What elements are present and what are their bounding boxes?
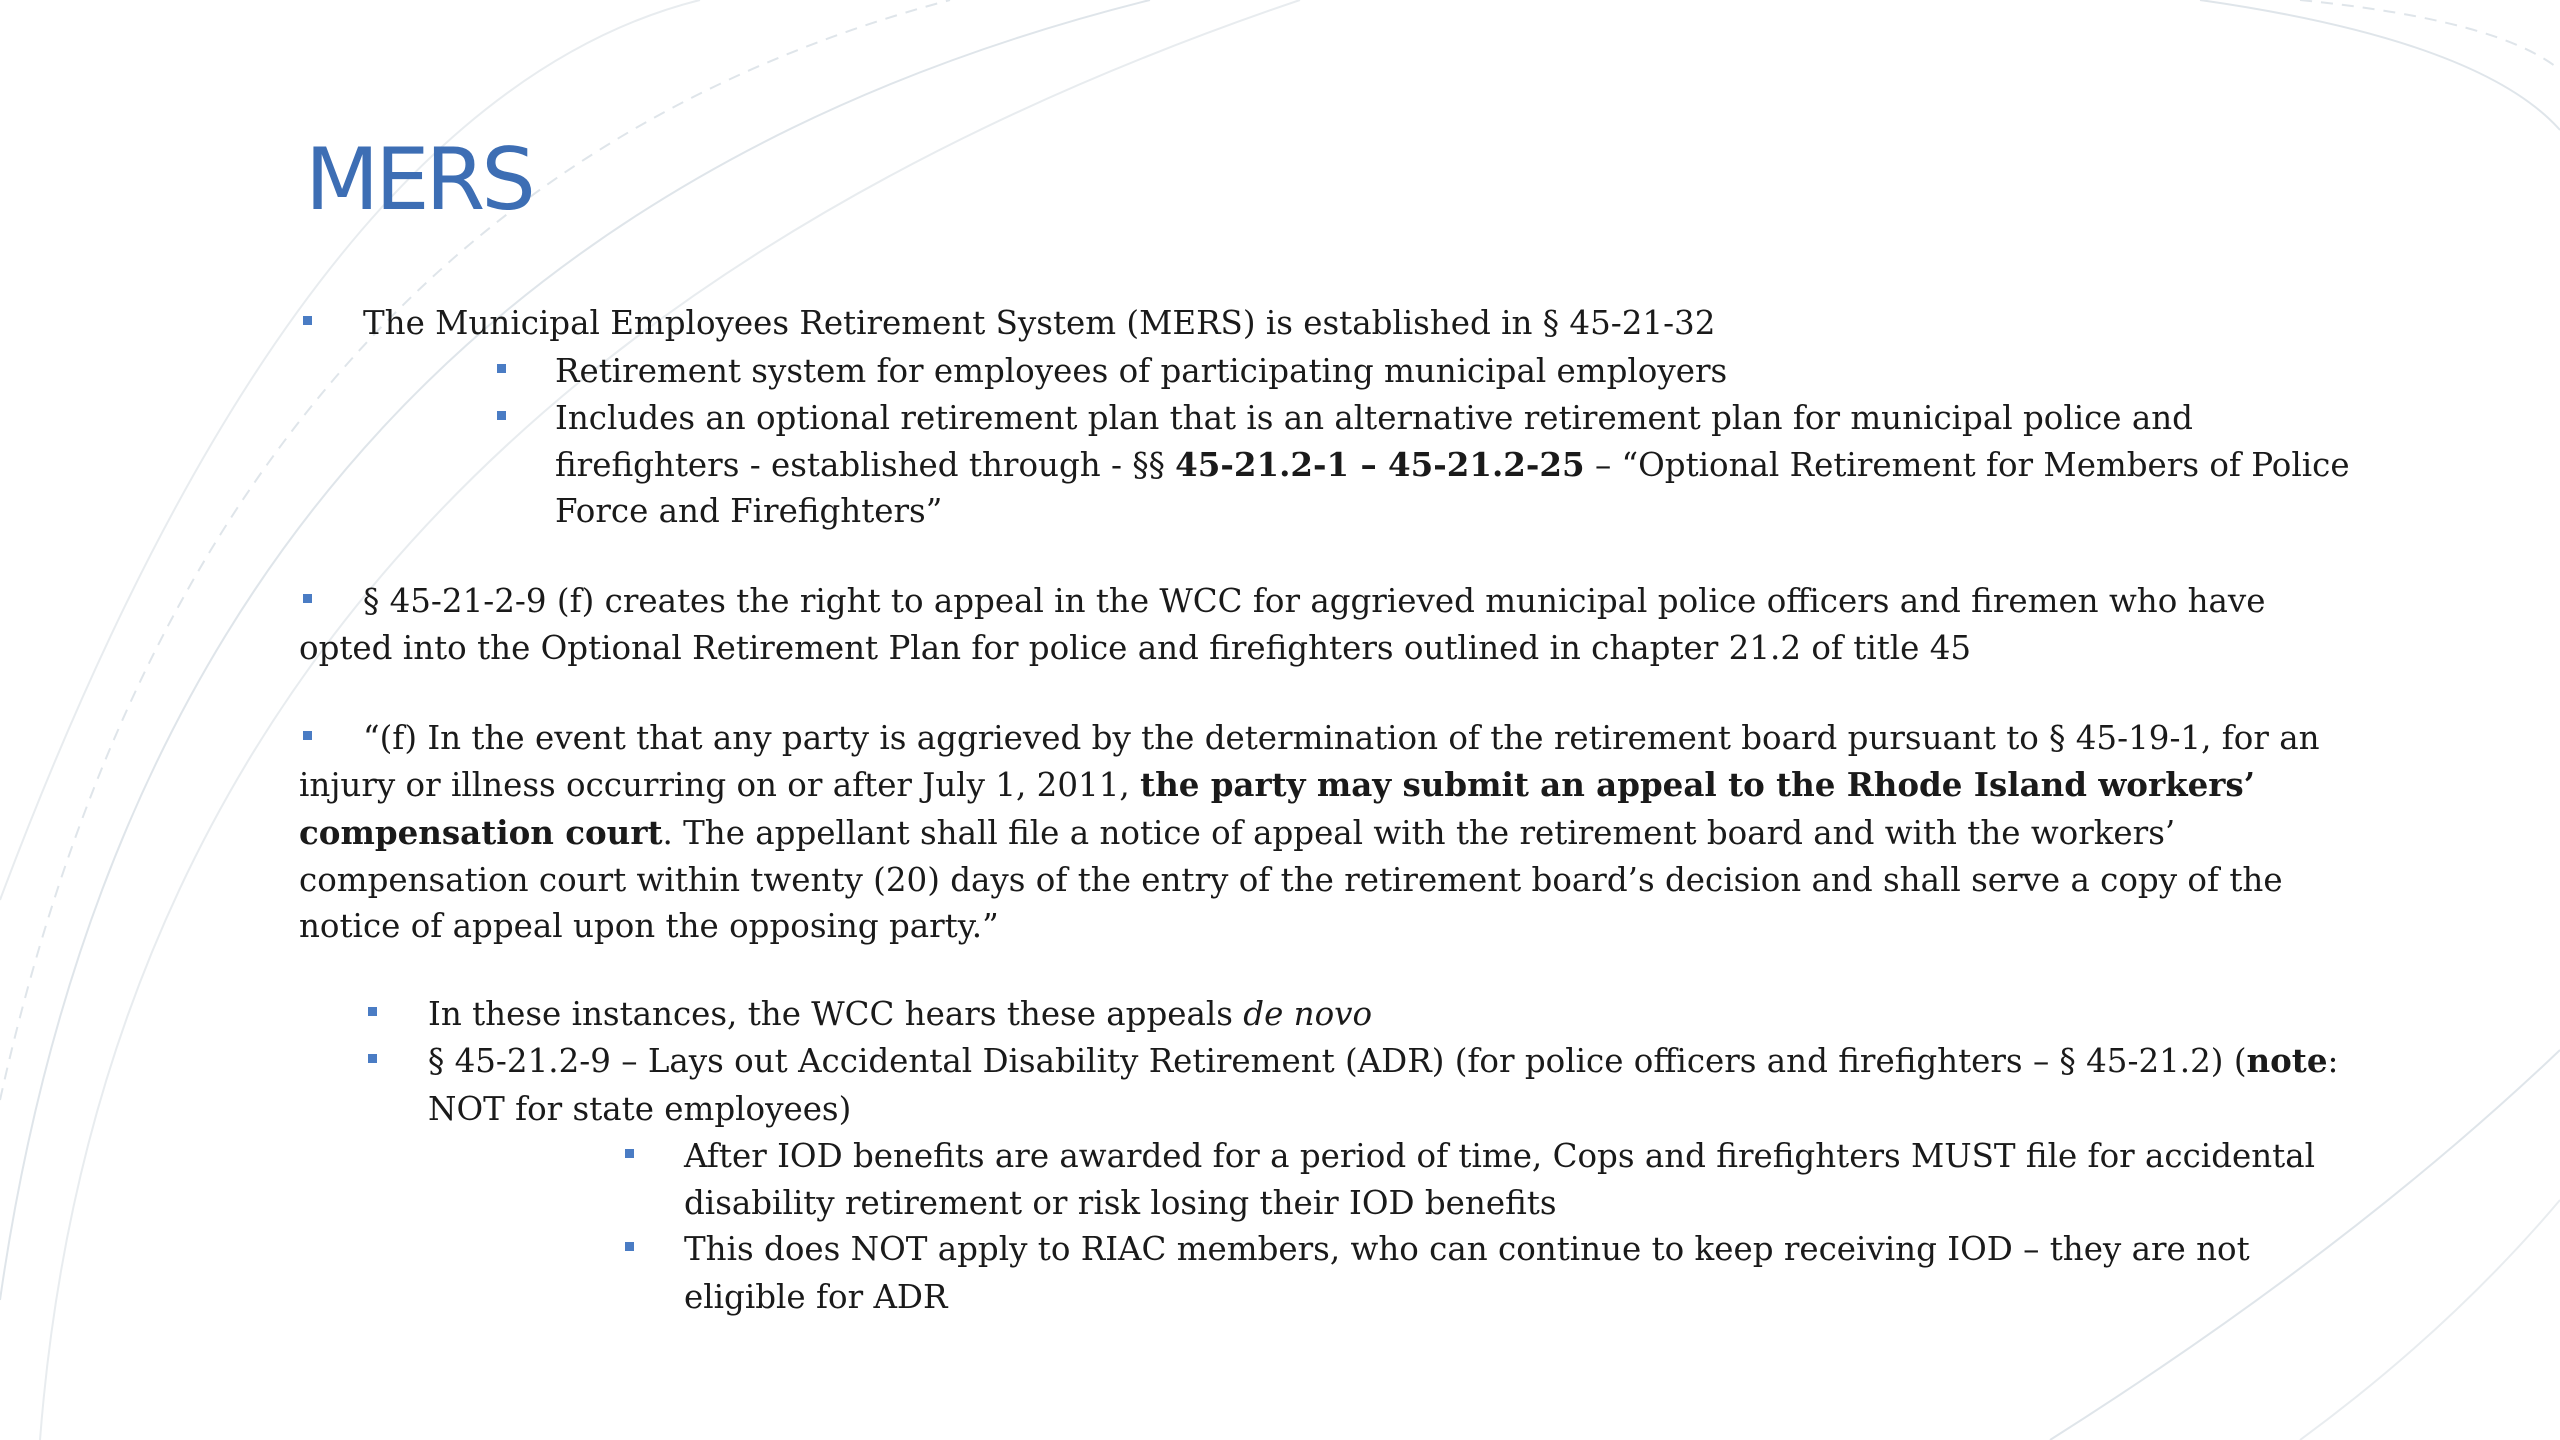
- text-run: :: [2327, 1042, 2339, 1080]
- bullet-3-line-4: compensation court within twenty (20) days of the entry of the retirement board’s decision and shall serve a copy of the: [299, 861, 2283, 899]
- bullet-2-line-2: opted into the Optional Retirement Plan for police and firefighters outlined in chapter 21.2 of title 45: [299, 629, 1972, 667]
- bullet-icon: [368, 1054, 377, 1063]
- bullet-icon: [625, 1149, 634, 1158]
- sub-bullet-1-text: Retirement system for employees of participating municipal employers: [555, 352, 1728, 390]
- sub-bullet-2-line-2: [555, 441, 2350, 489]
- sub-bullet-2-line-3: Force and Firefighters”: [555, 492, 943, 530]
- bullet-3-line-5: notice of appeal upon the opposing party.”: [299, 907, 999, 945]
- bullet-icon: [303, 594, 312, 603]
- text-run: firefighters - established through - §§: [555, 446, 1176, 484]
- bullet-3-line-2: [299, 761, 2255, 809]
- tertiary-bullet-1-line-1: After IOD benefits are awarded for a period of time, Cops and firefighters MUST file for accidental: [684, 1137, 2315, 1175]
- slide-title: MERS: [305, 130, 532, 230]
- text-run: – “Optional Retirement for Members of Police: [1584, 446, 2350, 484]
- bold-run: the party may submit an appeal to the Rhode Island workers’: [1140, 765, 2256, 804]
- arc-line: [2300, 1200, 2560, 1440]
- text-run: In these instances, the WCC hears these appeals: [428, 995, 1244, 1033]
- bullet-2-line-1: § 45-21-2-9 (f) creates the right to appeal in the WCC for aggrieved municipal police officers and firemen who have: [363, 582, 2266, 620]
- text-run: injury or illness occurring on or after July 1, 2011,: [299, 766, 1141, 804]
- text-run: § 45-21.2-9 – Lays out Accidental Disability Retirement (ADR) (for police officers and firefighters – § 45-21.2) (: [428, 1042, 2247, 1080]
- bullet-icon: [303, 731, 312, 740]
- sub-bullet-de-novo: [428, 990, 1372, 1038]
- bullet-icon: [368, 1007, 377, 1016]
- sub-bullet-adr-line-1: [428, 1037, 2338, 1085]
- bullet-3-line-1: “(f) In the event that any party is aggrieved by the determination of the retirement board pursuant to § 45-19-1, for an: [363, 719, 2320, 757]
- bullet-3-line-3: [299, 809, 2175, 857]
- bullet-icon: [497, 364, 506, 373]
- tertiary-bullet-2-line-2: eligible for ADR: [684, 1278, 948, 1316]
- bullet-icon: [303, 316, 312, 325]
- bold-run: compensation court: [299, 813, 663, 852]
- text-run: . The appellant shall file a notice of appeal with the retirement board and with the workers’: [662, 814, 2176, 852]
- arc-line: [2200, 0, 2560, 130]
- bold-run: note: [2246, 1041, 2328, 1080]
- sub-bullet-2-line-1: Includes an optional retirement plan that is an alternative retirement plan for municipal police and: [555, 399, 2193, 437]
- bullet-1-text: The Municipal Employees Retirement System (MERS) is established in § 45-21-32: [363, 304, 1716, 342]
- sub-bullet-adr-line-2: NOT for state employees): [428, 1090, 852, 1128]
- tertiary-bullet-2-line-1: This does NOT apply to RIAC members, who can continue to keep receiving IOD – they are not: [684, 1230, 2250, 1268]
- bullet-icon: [497, 411, 506, 420]
- bullet-icon: [625, 1242, 634, 1251]
- tertiary-bullet-1-line-2: disability retirement or risk losing their IOD benefits: [684, 1184, 1557, 1222]
- italic-run: de novo: [1243, 995, 1373, 1033]
- statute-range: 45-21.2-1 – 45-21.2-25: [1175, 445, 1585, 484]
- arc-line: [2300, 0, 2560, 70]
